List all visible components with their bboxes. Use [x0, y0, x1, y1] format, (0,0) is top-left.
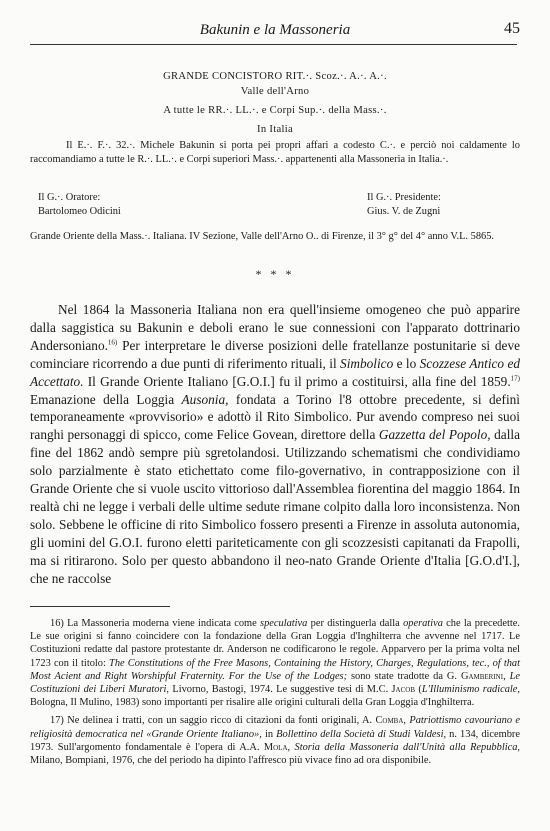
footnote-text: La Massoneria moderna viene indicata come: [63, 618, 261, 629]
footnote-italic: Bollettino della Società di Studi Valdesi,: [276, 728, 447, 740]
signature-orator-name: Bartolomeo Odicini: [38, 206, 121, 217]
footnote-number: 17): [50, 715, 64, 727]
footnote-italic: L'Illuminismo radicale,: [421, 684, 521, 696]
document-addressee-place: In Italia: [257, 124, 293, 135]
body-text-segment: dalla fine del 1862 andò sempre più sgretolandosi. Utilizzando schematismi che condividiamo solo parzialmente è stato etichettato come filo-governativo, in contrapposizione con il Grande Oriente che si vuole uscito vittorioso dall'Assemblea fiorentina del maggio 1864. In realtà chi ne legge i verbali delle ultime sedute rimane colpito dalla loro inconsistenza. Non solo. Sebbene le officine di rito Simbolico fossero presenti a Firenze in assoluta autonomia, gli uomini del G.O.I. furono eletti pariteticamente con gli scozzesisti capitanati da Frapolli, ma si ritirarono. Solo per questo abbandono il neo-nato Grande Oriente d'Italia [G.O.d'I.], che ne raccolse: [30, 427, 520, 586]
footnote-text: (: [415, 684, 422, 696]
body-paragraph: [30, 301, 520, 588]
footnote-text: Ne delinea i tratti, con un saggio ricco di citazioni da fonti originali, A.: [63, 715, 376, 727]
footnote-author: Gamberini: [460, 670, 504, 682]
footnote-text: in: [261, 728, 277, 740]
footnote-17: [30, 714, 520, 767]
body-text-segment: Emanazione della Loggia: [30, 391, 182, 407]
footnote-ref-17[interactable]: 17): [510, 374, 520, 383]
footnote-16: [30, 617, 520, 709]
body-italic-term: Scozzese Antico ed Accettato.: [30, 355, 521, 389]
signature-orator-title: Il G.·. Oratore:: [38, 192, 101, 203]
footnote-text: ,: [403, 715, 410, 727]
running-header: [30, 22, 520, 44]
document-addressee: A tutte le RR.·. LL.·. e Corpi Sup.·. della Mass.·.: [163, 105, 387, 116]
body-text-segment: Per interpretare le diverse posizioni delle fratellanze postunitarie si deve cominciare ricorrendo a due punti di riferimento rituali, il: [30, 337, 520, 371]
footnote-italic: Storia della Massoneria dall'Unità alla Repubblica,: [294, 741, 520, 753]
signature-president-title: Il G.·. Presidente:: [367, 192, 441, 203]
footnote-text: ,: [287, 741, 295, 753]
body-italic-term: Simbolico: [340, 355, 394, 371]
footnote-italic: Le Costituzioni dei Liberi Muratori,: [30, 670, 521, 696]
body-text-segment: e lo: [393, 355, 420, 371]
body-italic-term: Ausonia,: [181, 391, 229, 407]
signature-president: [367, 191, 441, 219]
footnote-italic: operativa: [403, 618, 443, 629]
footnote-author: Jacob: [391, 684, 416, 696]
footnote-italic: Patriottismo cavouriano e religiosità democratica nel «Grande Oriente Italiano»,: [30, 715, 521, 740]
footnotes: [30, 617, 520, 772]
document-heading: GRANDE CONCISTORO RIT.·. Scoz.·. A.·. A.·.: [163, 71, 387, 82]
footnote-text: per distinguerla dalla: [307, 618, 404, 629]
header-rule: [30, 44, 517, 45]
document-location: Valle dell'Arno: [240, 86, 310, 97]
footnote-number: 16): [50, 618, 64, 629]
body-text-segment: Nel 1864 la Massoneria Italiana non era quell'insieme omogeneo che può apparire dalla saggistica su Bakunin e deboli erano le sue connessioni con l'apparato dottrinario Andersoniano.: [30, 302, 520, 353]
footnote-rule: [30, 606, 170, 607]
signature-orator: [38, 191, 121, 219]
footnote-text: Livorno, Bastogi, 1974. Le suggestive tesi di M.C.: [169, 684, 392, 696]
footnote-text: ,: [503, 670, 510, 682]
section-separator: * * *: [255, 267, 295, 281]
page-number: 45: [504, 20, 520, 37]
body-text-segment: fondata a Torino l'8 ottobre precedente, si definì temporaneamente «provvisorio» e adottò il Rito Simbolico. Pur avendo compreso nei suoi ranghi personaggi di spicco, come Felice Govean, direttore della: [30, 391, 520, 443]
footnote-italic: speculativa: [260, 618, 308, 629]
footnote-text: Milano, Bompiani, 1976, che del periodo ha dipinto l'affresco più vivace fino ad ora disponibile.: [30, 755, 432, 767]
document-letter-body: Il E.·. F.·. 32.·. Michele Bakunin si porta pei propri affari a codesto C.·. e perciò noi caldamente lo raccomandiamo a tutte le R.·. LL.·. e Corpi superiori Mass.·. appartenenti alla Massoneria in Italia.·.: [30, 140, 520, 165]
header-title: Bakunin e la Massoneria: [199, 22, 351, 38]
footnote-text: che la precedette. Le sue origini si fanno coincidere con la fondazione della Gran Loggia d'Inghilterra che avvenne nel 1717. Le Costituzioni redatte dal pastore protestante dr. Anderson ne codificarono le regole. Apparvero per la prima volta nel 1723 con il titolo:: [30, 618, 520, 669]
footnote-ref-16[interactable]: 16): [107, 338, 118, 347]
footnote-text: Bologna, Il Mulino, 1983) sono importanti per risalire alle origini culturali della Gran Loggia d'Inghilterra.: [30, 697, 475, 709]
footnote-author: Comba: [375, 715, 404, 727]
footnote-text: sono state tradotte da G.: [347, 670, 461, 682]
document-place-date: Grande Oriente della Mass.·. Italiana. IV Sezione, Valle dell'Arno O.. di Firenze, il 3° g° del 4° anno V.L. 5865.: [30, 231, 495, 242]
body-text-segment: Il Grande Oriente Italiano [G.O.I.] fu il primo a costituirsi, alla fine del 1859.: [83, 373, 511, 389]
footnote-italic: The Constitutions of the Free Masons, Containing the History, Charges, Regulations, tec., of that Most Acient and Right Worshipful Fraternity. For the Use of the Lodges;: [30, 657, 520, 682]
body-italic-term: Gazzetta del Popolo,: [378, 427, 491, 443]
footnote-text: n. 134, dicembre 1973. Sull'argomento fondamentale è l'opera di A.A.: [30, 728, 520, 753]
signature-president-name: Gius. V. de Zugni: [367, 206, 441, 217]
footnote-author: Mola: [263, 741, 288, 753]
